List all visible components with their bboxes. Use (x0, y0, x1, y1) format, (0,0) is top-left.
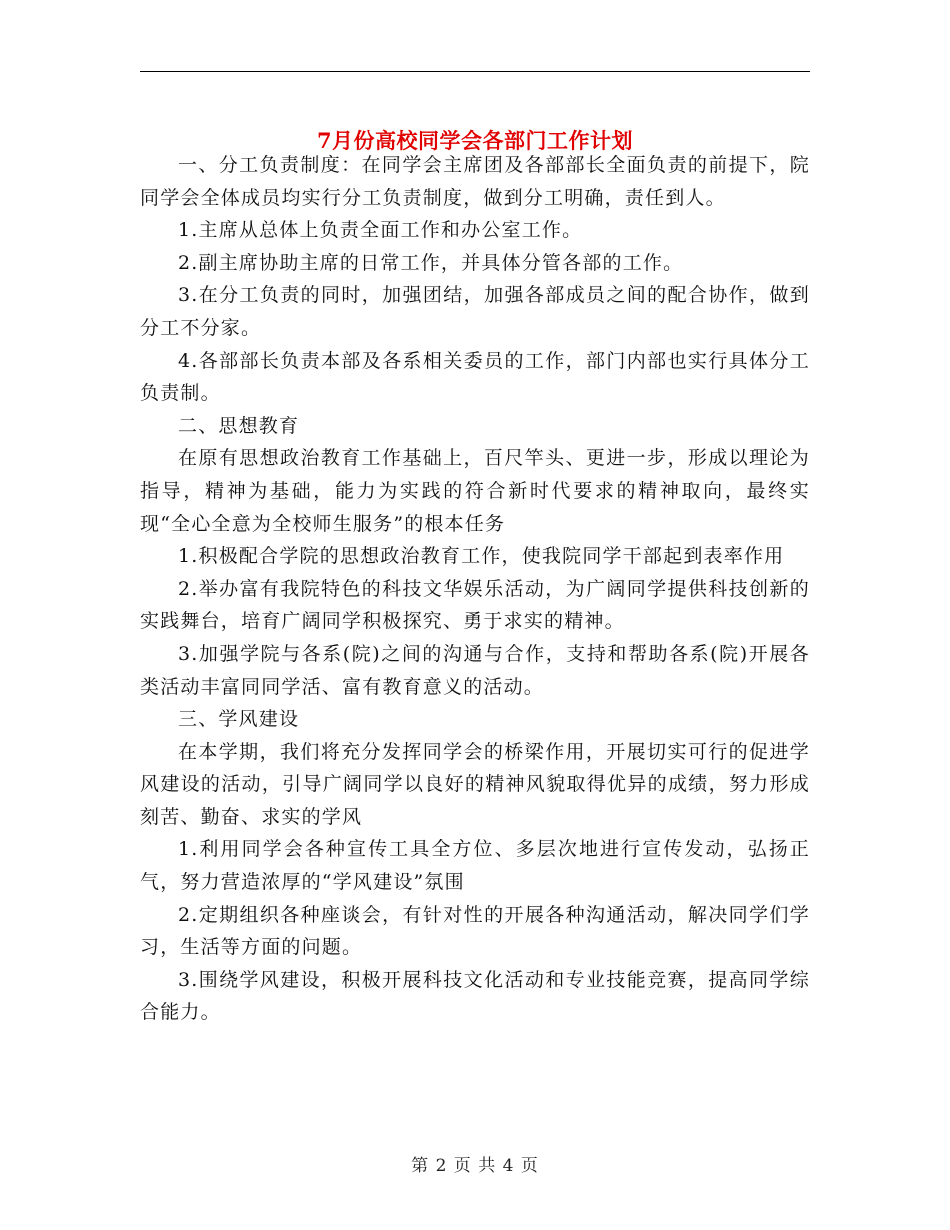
paragraph-item: 3.加强学院与各系(院)之间的沟通与合作，支持和帮助各系(院)开展各类活动丰富同同学活、富有教育意义的活动。 (140, 642, 810, 698)
paragraph-item: 3.围绕学风建设，积极开展科技文化活动和专业技能竞赛，提高同学综合能力。 (140, 968, 810, 1024)
paragraph-division-of-labor: 一、分工负责制度：在同学会主席团及各部部长全面负责的前提下，院同学会全体成员均实行分工负责制度，做到分工明确，责任到人。 (140, 154, 810, 209)
paragraph-intro: 在本学期，我们将充分发挥同学会的桥梁作用，开展切实可行的促进学风建设的活动，引导广阔同学以良好的精神风貌取得优异的成绩，努力形成刻苦、勤奋、求实的学风 (140, 740, 810, 828)
document-body (140, 149, 810, 1029)
paragraph-item: 3.在分工负责的同时，加强团结，加强各部成员之间的配合协作，做到分工不分家。 (140, 284, 810, 339)
paragraph-item: 1.主席从总体上负责全面工作和办公室工作。 (178, 219, 583, 242)
paragraph-item: 1.利用同学会各种宣传工具全方位、多层次地进行宣传发动，弘扬正气，努力营造浓厚的“学风建设”氛围 (140, 838, 810, 894)
paragraph-item: 2.定期组织各种座谈会，有针对性的开展各种沟通活动，解决同学们学习，生活等方面的问题。 (140, 903, 810, 959)
paragraph-item: 2.副主席协助主席的日常工作，并具体分管各部的工作。 (178, 251, 684, 274)
paragraph-item: 4.各部部长负责本部及各系相关委员的工作，部门内部也实行具体分工负责制。 (140, 349, 810, 405)
paragraph-intro: 在原有思想政治教育工作基础上，百尺竿头、更进一步，形成以理论为指导，精神为基础，能力为实践的符合新时代要求的精神取向，最终实现“全心全意为全校师生服务”的根本任务 (140, 447, 810, 535)
paragraph-item: 2.举办富有我院特色的科技文华娱乐活动，为广阔同学提供科技创新的实践舞台，培育广阔同学积极探究、勇于求实的精神。 (140, 577, 810, 633)
header-rule (140, 71, 810, 72)
document-title: 7月份高校同学会各部门工作计划 (316, 128, 634, 154)
paragraph-item: 1.积极配合学院的思想政治教育工作，使我院同学干部起到表率作用 (178, 545, 785, 568)
section-heading-study-style: 三、学风建设 (178, 708, 300, 731)
page-number-footer: 第 2 页 共 4 页 (411, 1156, 539, 1176)
section-heading-ideological-education: 二、思想教育 (178, 414, 300, 437)
